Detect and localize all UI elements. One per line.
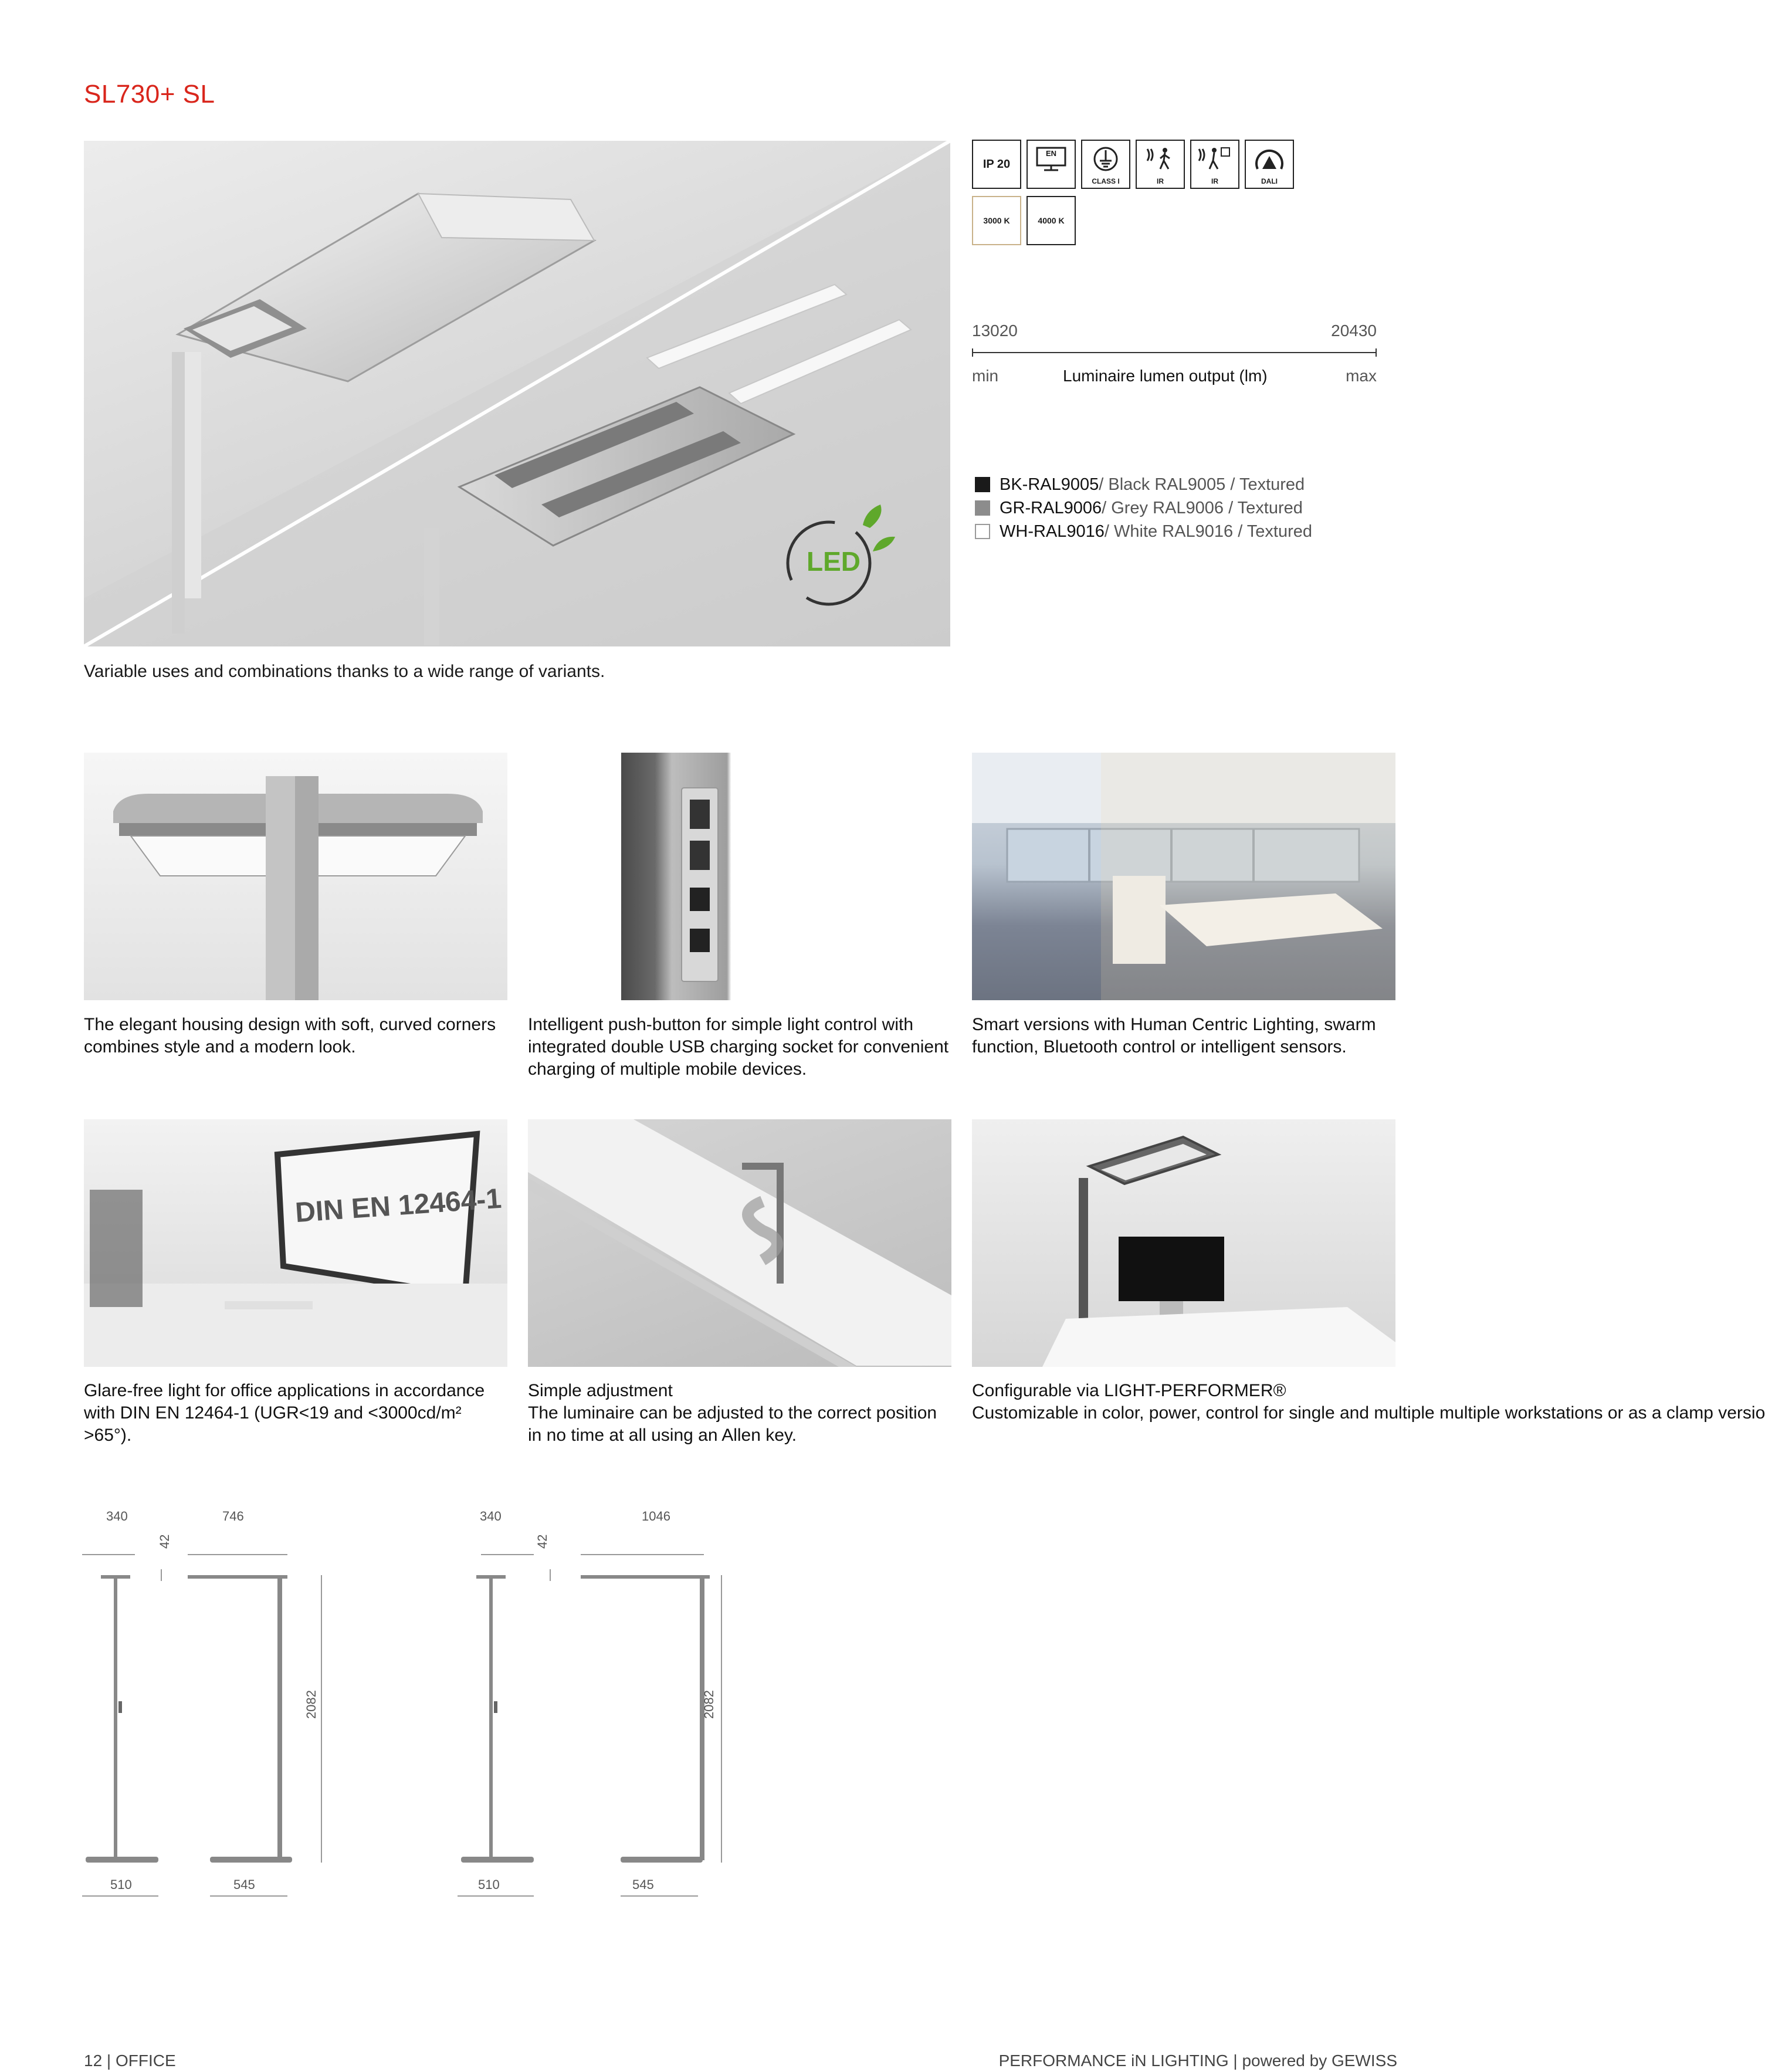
- ir-label: IR: [1157, 177, 1164, 185]
- dim-d2-head: 42: [535, 1534, 550, 1549]
- technical-drawings: [76, 1525, 780, 1901]
- color-option: [975, 520, 1312, 543]
- drawing2-side-base: [621, 1857, 703, 1863]
- color-desc: / White RAL9016 / Textured: [1104, 522, 1313, 541]
- lumen-min-label: min: [972, 367, 999, 385]
- dim-d2-foot-b: 545: [632, 1877, 654, 1892]
- ir2-label: IR: [1211, 177, 1218, 185]
- color-options: [975, 473, 1312, 543]
- color-option: [975, 496, 1312, 520]
- cct-3000k-label: 3000 K: [983, 216, 1010, 225]
- dim-d2-height: 2082: [702, 1690, 716, 1719]
- cct-3000k-icon: [972, 196, 1021, 245]
- monitor-screen-text: DIN EN 12464-1: [294, 1183, 503, 1229]
- ip-label: IP 20: [983, 157, 1011, 171]
- page-title: SL730+ SL: [84, 80, 215, 109]
- drawing1-side-pole: [277, 1575, 282, 1860]
- lumen-title: Luminaire lumen output (lm): [1063, 367, 1268, 385]
- allen-key-photo: [528, 1119, 951, 1367]
- drawing2-front-head: [476, 1575, 506, 1579]
- drawing1-front-base: [86, 1857, 158, 1863]
- drawing1-front-pole: [114, 1579, 117, 1860]
- dim-d2-foot-a: 510: [478, 1877, 500, 1892]
- footer-brand: PERFORMANCE iN LIGHTING | powered by GEWISS: [998, 2051, 1397, 2070]
- caption-configurable-body: Customizable in color, power, control for single and multiple multiple workstations or as a clamp versio: [972, 1403, 1765, 1423]
- color-code: BK-RAL9005: [1000, 475, 1099, 494]
- hero-image: [84, 141, 950, 646]
- drawing2-front-pole: [489, 1579, 493, 1860]
- caption-adjustment-title: Simple adjustment: [528, 1381, 673, 1400]
- color-option: [975, 473, 1312, 496]
- drawing1-side-base: [210, 1857, 292, 1863]
- dim-d1-top-b: 746: [222, 1509, 244, 1523]
- drawing2-front-base: [461, 1857, 534, 1863]
- smart-office-photo: [972, 753, 1395, 1000]
- caption-glare-free: Glare-free light for office applications in accordance with DIN EN 12464-1 (UGR<19 and <3000cd/m² >65°).: [84, 1381, 485, 1445]
- ir-daylight-sensor-icon: [1190, 140, 1239, 189]
- caption-housing: The elegant housing design with soft, curved corners combines style and a modern look.: [84, 1015, 496, 1057]
- color-swatch: [975, 500, 990, 516]
- dim-d2-top-b: 1046: [642, 1509, 670, 1523]
- led-badge-text: LED: [807, 546, 861, 577]
- color-swatch: [975, 524, 990, 539]
- ir-sensor-icon: [1136, 140, 1185, 189]
- caption-configurable: [972, 1380, 1765, 1424]
- drawing2-side-head: [581, 1575, 710, 1579]
- caption-adjustment: [528, 1380, 951, 1447]
- ip20-icon: [972, 140, 1021, 189]
- light-performer-photo: [972, 1119, 1395, 1367]
- caption-smart: Smart versions with Human Centric Lighting, swarm function, Bluetooth control or intelligent sensors.: [972, 1015, 1376, 1057]
- housing-design-photo: [84, 753, 507, 1000]
- lumen-min-value: 13020: [972, 321, 1018, 340]
- dim-d1-foot-a: 510: [110, 1877, 132, 1892]
- dim-d1-top-a: 340: [106, 1509, 128, 1523]
- footer-page-section: 12 | OFFICE: [84, 2051, 176, 2070]
- dim-d1-foot-b: 545: [233, 1877, 255, 1892]
- glare-free-office-photo: [84, 1119, 507, 1367]
- color-desc: / Grey RAL9006 / Textured: [1102, 499, 1303, 517]
- lumen-max-value: 20430: [1331, 321, 1377, 340]
- caption-configurable-title: Configurable via LIGHT-PERFORMER®: [972, 1381, 1286, 1400]
- dim-d1-head: 42: [157, 1534, 172, 1549]
- usb-push-button-photo: [528, 753, 951, 1000]
- en-monitor-icon: [1027, 140, 1076, 189]
- dim-d1-height: 2082: [304, 1690, 319, 1719]
- caption-adjustment-body: The luminaire can be adjusted to the correct position in no time at all using an Allen key.: [528, 1403, 937, 1445]
- caption-push-button: Intelligent push-button for simple light control with integrated double USB charging socket for convenient charging of multiple mobile devices.: [528, 1015, 949, 1079]
- color-desc: / Black RAL9005 / Textured: [1099, 475, 1305, 494]
- hero-caption: Variable uses and combinations thanks to a wide range of variants.: [84, 662, 605, 681]
- dali-dimming-icon: [1245, 140, 1294, 189]
- lumen-range-line: [972, 352, 1377, 353]
- class-label: CLASS I: [1092, 177, 1120, 185]
- class-i-icon: [1081, 140, 1130, 189]
- lumen-max-label: max: [1346, 367, 1377, 385]
- color-code: GR-RAL9006: [1000, 499, 1102, 517]
- dali-label: DALI: [1261, 177, 1278, 185]
- color-swatch: [975, 477, 990, 492]
- cct-4000k-label: 4000 K: [1038, 216, 1065, 225]
- cct-4000k-icon: [1027, 196, 1076, 245]
- drawing1-side-head: [188, 1575, 287, 1579]
- en-label: EN: [1045, 149, 1057, 158]
- color-code: WH-RAL9016: [1000, 522, 1105, 541]
- dim-d2-top-a: 340: [480, 1509, 502, 1523]
- drawing1-front-head: [101, 1575, 130, 1579]
